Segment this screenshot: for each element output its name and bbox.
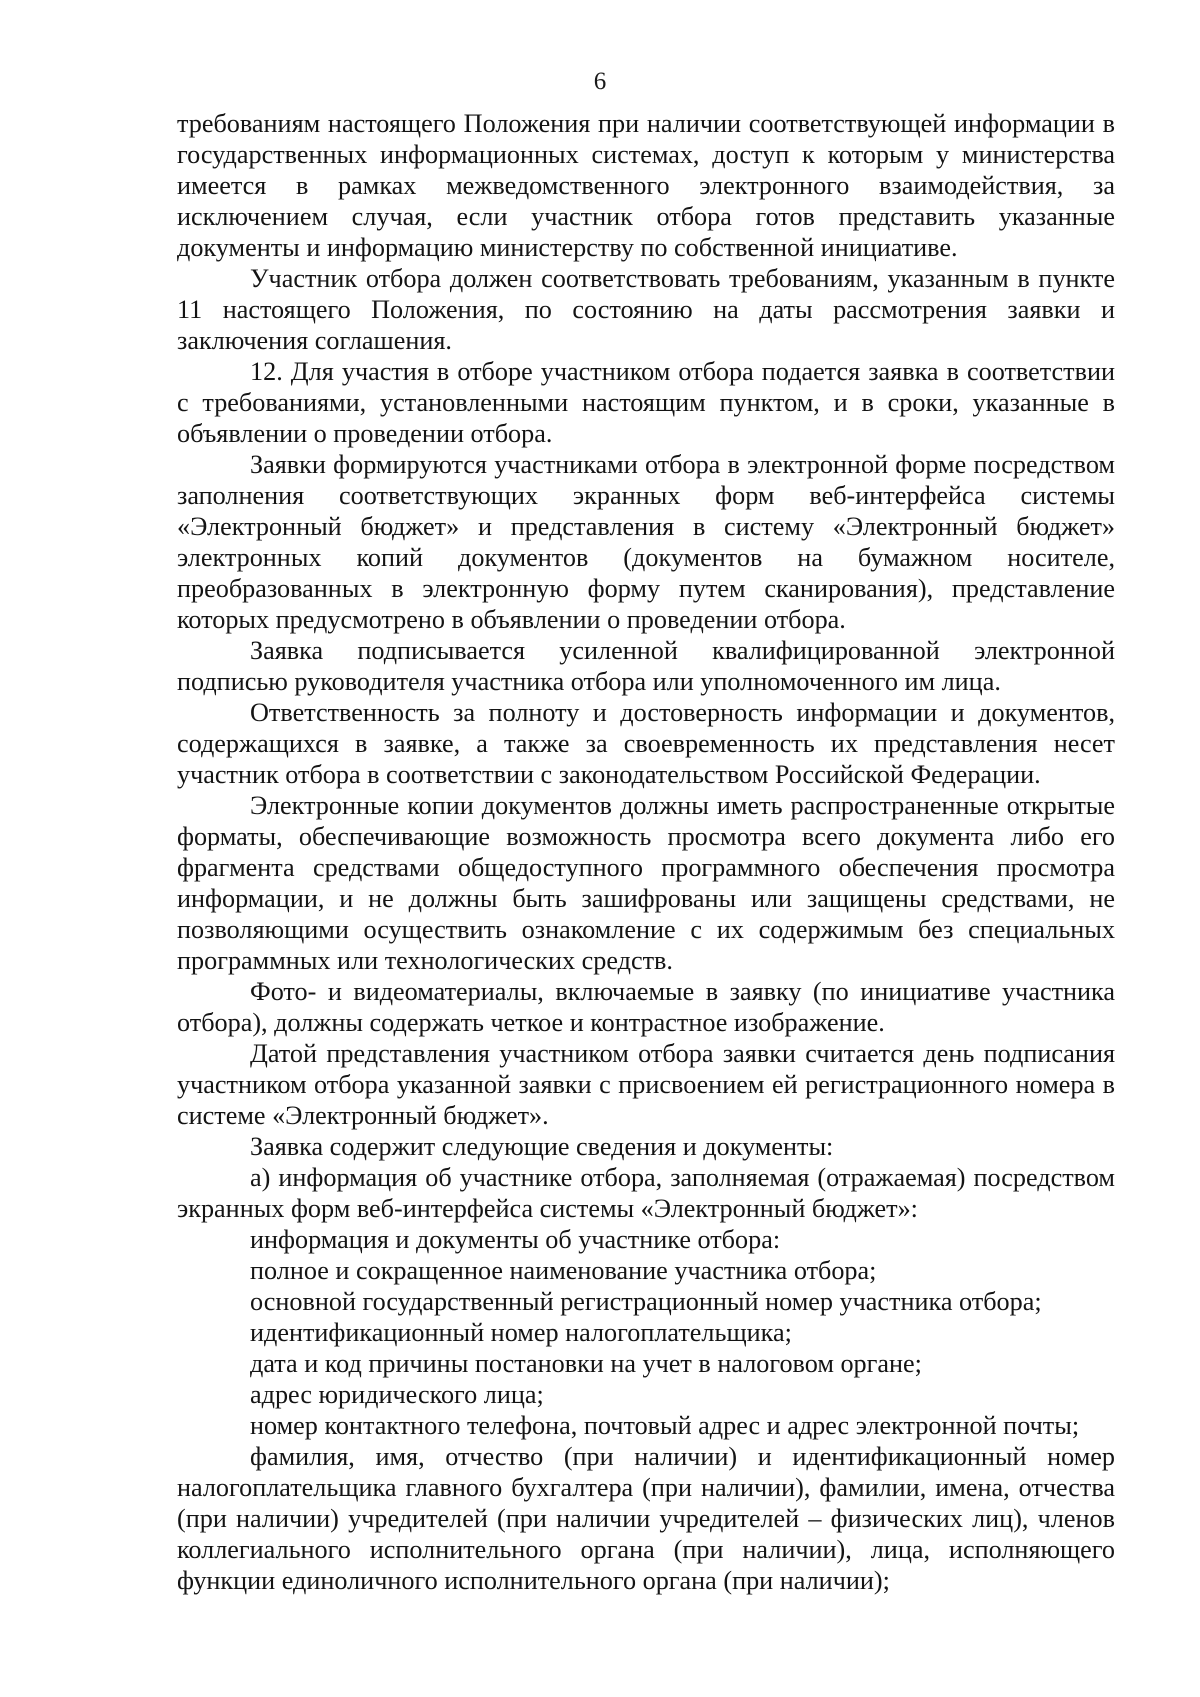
list-item-inn: идентификационный номер налогоплательщика;	[250, 1318, 792, 1347]
list-item-legal-address: адрес юридического лица;	[250, 1380, 544, 1409]
list-item-a: а) информация об участнике отбора, заполняемая (отражаемая) посредством экранных форм веб-интерфейса системы «Электронный бюджет»:	[177, 1163, 1115, 1223]
paragraph-application-signature: Заявка подписывается усиленной квалифицированной электронной подписью руководителя участника отбора или уполномоченного им лица.	[177, 636, 1115, 696]
list-item-participant-info: информация и документы об участнике отбора:	[250, 1225, 781, 1254]
paragraph-participant-compliance: Участник отбора должен соответствовать требованиям, указанным в пункте 11 настоящего Положения, по состоянию на даты рассмотрения заявки и заключения соглашения.	[177, 264, 1115, 355]
list-item-kpp: дата и код причины постановки на учет в налоговом органе;	[250, 1349, 922, 1378]
paragraph-photo-video: Фото- и видеоматериалы, включаемые в заявку (по инициативе участника отбора), должны содержать четкое и контрастное изображение.	[177, 977, 1115, 1037]
paragraph-submission-date: Датой представления участником отбора заявки считается день подписания участником отбора указанной заявки с присвоением ей регистрационного номера в системе «Электронный бюджет».	[177, 1039, 1115, 1130]
paragraph-application-forming: Заявки формируются участниками отбора в электронной форме посредством заполнения соответствующих экранных форм веб-интерфейса системы «Электронный бюджет» и представления в систему «Электронный бюджет» электронных копий документов (документов на бумажном носителе, преобразованных в электронную форму путем сканирования), представление которых предусмотрено в объявлении о проведении отбора.	[177, 450, 1115, 634]
paragraph-clause-12: 12. Для участия в отборе участником отбора подается заявка в соответствии с требованиями, установленными настоящим пунктом, и в сроки, указанные в объявлении о проведении отбора.	[177, 357, 1115, 448]
document-body	[177, 108, 1115, 1596]
paragraph-responsibility: Ответственность за полноту и достоверность информации и документов, содержащихся в заявке, а также за своевременность их представления несет участник отбора в соответствии с законодательством Российской Федерации.	[177, 698, 1115, 789]
list-item-persons: фамилия, имя, отчество (при наличии) и идентификационный номер налогоплательщика главного бухгалтера (при наличии), фамилии, имена, отчества (при наличии) учредителей (при наличии учредителей – физических лиц), членов коллегиального исполнительного органа (при наличии), лица, исполняющего функции единоличного исполнительного органа (при наличии);	[177, 1442, 1115, 1595]
list-item-contacts: номер контактного телефона, почтовый адрес и адрес электронной почты;	[250, 1411, 1080, 1440]
list-item-full-name: полное и сокращенное наименование участника отбора;	[250, 1256, 877, 1285]
page-number: 6	[593, 68, 607, 95]
paragraph-electronic-copies: Электронные копии документов должны иметь распространенные открытые форматы, обеспечивающие возможность просмотра всего документа либо его фрагмента средствами общедоступного программного обеспечения просмотра информации, и не должны быть зашифрованы или защищены средствами, не позволяющими осуществить ознакомление с их содержимым без специальных программных или технологических средств.	[177, 791, 1115, 975]
list-item-ogrn: основной государственный регистрационный номер участника отбора;	[250, 1287, 1042, 1316]
paragraph-application-contents: Заявка содержит следующие сведения и документы:	[250, 1132, 834, 1161]
paragraph-requirements-continuation: требованиям настоящего Положения при наличии соответствующей информации в государственных информационных системах, доступ к которым у министерства имеется в рамках межведомственного электронного взаимодействия, за исключением случая, если участник отбора готов представить указанные документы и информацию министерству по собственной инициативе.	[177, 109, 1115, 262]
